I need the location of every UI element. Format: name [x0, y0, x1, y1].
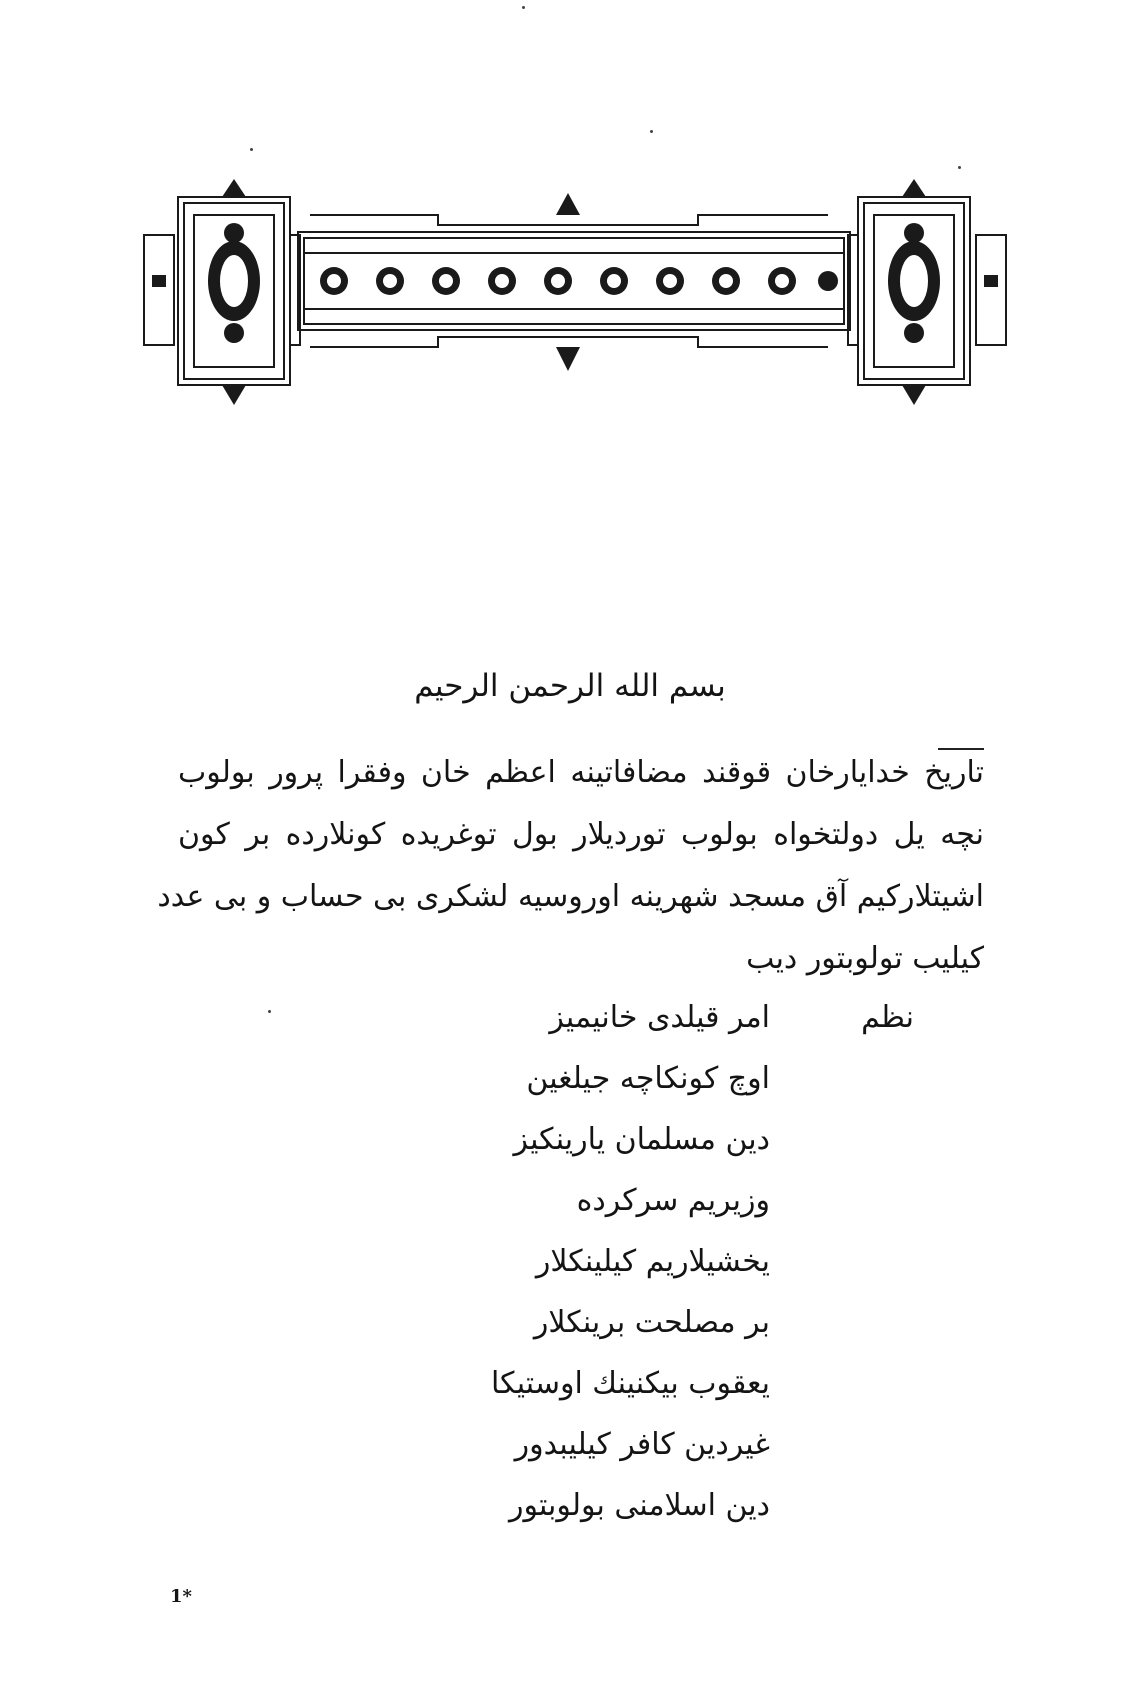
scan-speck	[250, 148, 253, 151]
scan-speck	[268, 1010, 271, 1013]
prose-line-3: اشیتلارکیم آق مسجد شهرینه اوروسیه لشکری بی حساب و بی عدد	[157, 879, 984, 914]
scan-speck	[958, 166, 961, 169]
basmala-heading: بسم الله الرحمن الرحيم	[414, 668, 726, 704]
prose-line-4: کیلیب تولوبتور دیب	[746, 941, 984, 976]
verse-line-4: وزیریم سرکرده	[576, 1183, 770, 1218]
verse-label: نظم	[861, 1000, 914, 1035]
verse-line-9: دین اسلامنی بولوبتور	[509, 1488, 770, 1523]
verse-line-1: امر قیلدی خانیمیز	[549, 1000, 770, 1035]
prose-line-2: نچه یل دولتخواه بولوب توردیلار بول توغریده کونلارده بر کون	[178, 817, 984, 852]
decorative-header-ornament	[138, 175, 1022, 440]
verse-line-3: دین مسلمان یارینکیز	[513, 1122, 770, 1157]
verse-line-8: غیردین کافر کیلیبدور	[514, 1427, 770, 1462]
verse-line-6: بر مصلحت برینکلار	[533, 1305, 770, 1340]
scan-speck	[522, 6, 525, 9]
scan-speck	[650, 130, 653, 133]
verse-line-5: یخشیلاریم کیلینکلار	[535, 1244, 770, 1279]
prose-line-1: تاریخ خدایارخان قوقند مضافاتینه اعظم خان وفقرا پرور بولوب	[178, 755, 984, 790]
verse-line-7: یعقوب بیکنینك اوستیکا	[491, 1366, 770, 1401]
verse-line-2: اوچ کونکاچه جیلغین	[526, 1061, 770, 1096]
page-number: 1*	[170, 1586, 192, 1607]
